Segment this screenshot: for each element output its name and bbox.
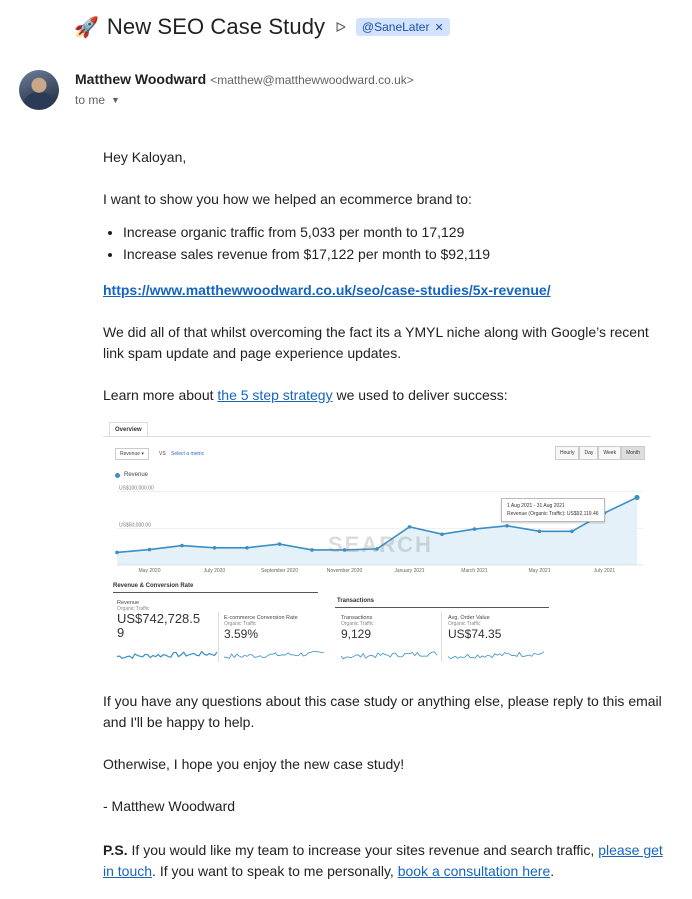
rocket-icon: 🚀 (74, 16, 99, 39)
avatar[interactable] (19, 70, 59, 110)
learn-text-before: Learn more about (103, 387, 218, 403)
chevron-down-icon[interactable]: ▼ (111, 95, 120, 105)
ps-text: If you would like my team to increase your sites revenue and search traffic, (127, 842, 599, 858)
x-tick-label: May 2020 (138, 568, 161, 574)
ga-select-metric: Select a metric (171, 451, 205, 457)
label-chip-text: @SaneLater (361, 20, 430, 34)
otherwise-paragraph: Otherwise, I hope you enjoy the new case study! (103, 756, 405, 772)
signoff: - Matthew Woodward (103, 798, 236, 814)
ga-btn-month: Month (621, 446, 645, 460)
ga-card-revenue: Revenue Organic Traffic US$742,728.5 9 (117, 600, 201, 640)
subject-row (74, 12, 450, 42)
sparkline (341, 652, 437, 659)
ps-text: . If you want to speak to me personally, (152, 863, 398, 879)
sender-name[interactable]: Matthew Woodward (75, 71, 207, 87)
important-label-icon[interactable]: ᐅ (335, 18, 346, 35)
legend-label: Revenue (124, 472, 149, 478)
ga-card-aov: Avg. Order Value Organic Traffic US$74.35 (448, 615, 502, 641)
questions-paragraph: If you have any questions about this case study or anything else, please reply to this email and I'll be happy to help. (103, 693, 662, 730)
ymyl-paragraph: We did all of that whilst overcoming the fact its a YMYL niche along with Google’s recent link spam update and page experience updates. (103, 324, 649, 361)
recipient-details[interactable] (75, 93, 120, 107)
email-subject: New SEO Case Study (106, 14, 326, 39)
x-tick-label: September 2020 (261, 568, 298, 574)
ga-btn-day: Day (579, 446, 598, 460)
ga-btn-week: Week (598, 446, 621, 460)
results-list (103, 222, 490, 266)
ps-paragraph (103, 840, 663, 882)
sparkline (448, 652, 544, 659)
y-tick-label: US$50,000.00 (119, 522, 151, 529)
sender-email: <matthew@matthewwoodward.co.uk> (210, 73, 414, 87)
sparkline (117, 652, 217, 659)
tooltip-date: 1 Aug 2021 - 31 Aug 2021 (507, 503, 565, 509)
sparkline (224, 652, 324, 659)
sparklines (103, 420, 651, 670)
sender-line (75, 71, 414, 87)
learn-more-paragraph (103, 385, 663, 406)
ps-label: P.S. (103, 842, 128, 858)
list-item: Increase organic traffic from 5,033 per month to 17,129 (103, 222, 490, 244)
ga-vs-label: VS (159, 451, 166, 457)
ga-card-conversion: E-commerce Conversion Rate Organic Traffic 3.59% (224, 615, 298, 641)
list-item: Increase sales revenue from $17,122 per month to $92,119 (103, 244, 490, 266)
analytics-screenshot[interactable] (103, 420, 651, 670)
x-tick-label: March 2021 (461, 568, 488, 574)
book-consultation-link[interactable]: book a consultation here (397, 863, 551, 879)
x-tick-label: January 2021 (394, 568, 425, 574)
ga-card-transactions: Transactions Organic Traffic 9,129 (341, 615, 374, 641)
section-revenue-title: Revenue & Conversion Rate (113, 583, 194, 589)
case-study-link[interactable]: https://www.matthewwoodward.co.uk/seo/case-studies/5x-revenue/ (103, 282, 551, 298)
tooltip-value: Revenue (Organic Traffic): US$92,119.46 (507, 511, 599, 517)
strategy-link[interactable]: the 5 step strategy (217, 387, 333, 403)
x-tick-label: May 2021 (528, 568, 551, 574)
watermark: SEARCH (328, 532, 433, 557)
x-tick-label: November 2020 (326, 568, 363, 574)
intro-paragraph: I want to show you how we helped an ecommerce brand to: (103, 191, 472, 207)
get-in-touch-link[interactable]: please get in touch (103, 842, 663, 879)
remove-label-icon[interactable]: ✕ (434, 21, 444, 34)
label-chip[interactable] (356, 18, 450, 36)
ga-metric-select: Revenue ▾ (115, 448, 149, 460)
ga-btn-hourly: Hourly (555, 446, 579, 460)
learn-text-after: we used to deliver success: (332, 387, 508, 403)
recipient-label: to me (75, 93, 106, 107)
greeting: Hey Kaloyan, (103, 149, 187, 165)
section-transactions-title: Transactions (337, 598, 375, 604)
x-tick-label: July 2020 (203, 568, 226, 574)
x-tick-label: July 2021 (593, 568, 616, 574)
ga-tab-overview: Overview (109, 422, 148, 437)
ps-text: . (550, 863, 555, 879)
y-tick-label: US$100,000.00 (119, 485, 154, 492)
